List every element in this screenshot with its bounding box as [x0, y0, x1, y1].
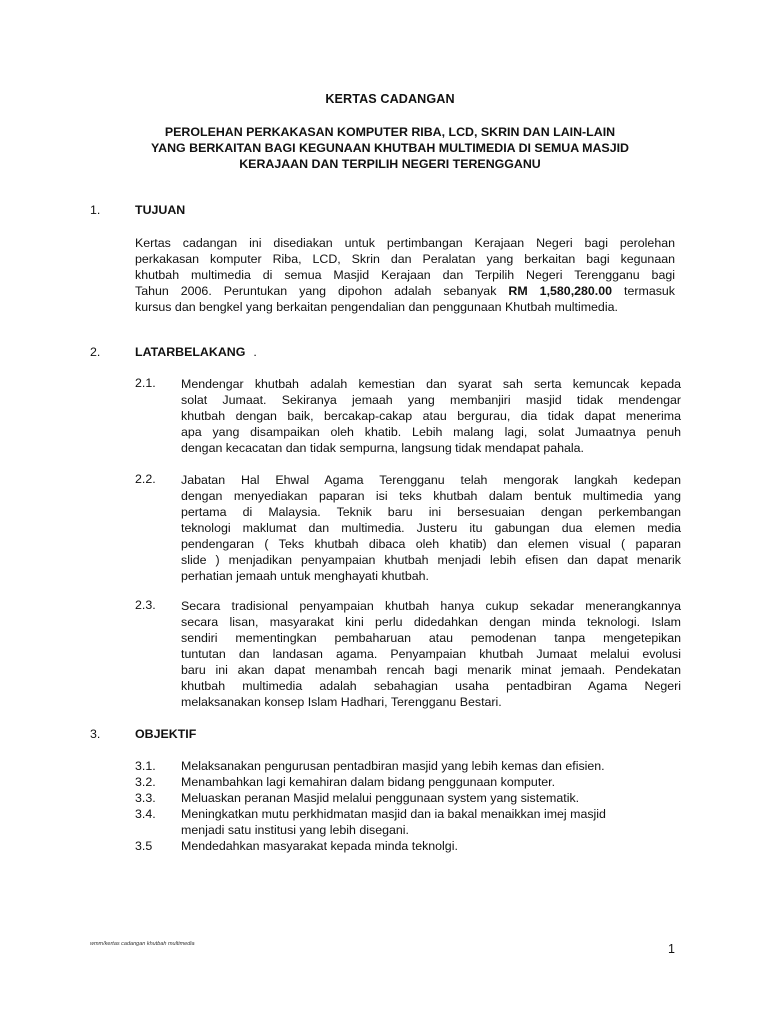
item-line: slide ) menjadikan penyampaian khutbah menjadi lebih efisen dan dapat menarik — [181, 553, 681, 567]
item-line: Meningkatkan mutu perkhidmatan masjid dan ia bakal menaikkan imej masjid — [181, 807, 606, 821]
item-line: tuntutan dan landasan agama. Penyampaian khutbah Jumaat melalui evolusi — [181, 647, 681, 661]
paragraph-line-text: Tahun 2006. Peruntukan yang dipohon adalah sebanyak — [135, 284, 509, 298]
footer-file-note: wmm/kertas cadangan khutbah multimedia — [90, 941, 195, 947]
item-text — [181, 598, 681, 710]
objective-item-3-1 — [135, 758, 680, 774]
section-number: 2. — [90, 345, 101, 359]
subtitle-line: KERAJAAN DAN TERPILIH NEGERI TERENGGANU — [239, 157, 541, 171]
section-heading-objektif: OBJEKTIF — [135, 727, 197, 741]
section-heading-tujuan: TUJUAN — [135, 203, 186, 217]
item-text: Meluaskan peranan Masjid melalui penggunaan system yang sistematik. — [181, 791, 580, 805]
section-tujuan-paragraph — [135, 235, 675, 315]
objective-item-3-5 — [135, 838, 680, 854]
page-number: 1 — [668, 942, 675, 956]
item-line: menjadi satu institusi yang lebih disegani. — [181, 823, 409, 837]
item-text — [181, 472, 681, 584]
section-number: 3. — [90, 727, 101, 741]
section-heading-latarbelakang — [135, 345, 257, 359]
item-line: perhatian jemaah untuk menghayati khutbah. — [181, 569, 429, 583]
item-line: sendiri mementingkan pembaharuan atau pemodenan tanpa mengetepikan — [181, 631, 681, 645]
subtitle-line: YANG BERKAITAN BAGI KEGUNAAN KHUTBAH MULTIMEDIA DI SEMUA MASJID — [151, 141, 629, 155]
item-text: Melaksanakan pengurusan pentadbiran masjid yang lebih kemas dan efisien. — [181, 759, 605, 773]
item-line: apa yang disampaikan oleh khatib. Lebih malang lagi, solat Jumaatnya penuh — [181, 425, 681, 439]
item-line: baru ini akan dapat menambah rencah bagi menarik minat jemaah. Pendekatan — [181, 663, 681, 677]
item-number: 3.4. — [135, 807, 156, 821]
paragraph-line: perkakasan komputer Riba, LCD, Skrin dan Peralatan yang berkaitan bagi kegunaan — [135, 252, 675, 266]
item-line: Mendengar khutbah adalah kemestian dan syarat sah serta kemuncak kepada — [181, 377, 681, 391]
item-number: 3.2. — [135, 775, 156, 789]
item-line: pertama di Malaysia. Teknik baru ini bersesuaian dengan perkembangan — [181, 505, 681, 519]
item-number: 2.1. — [135, 376, 156, 390]
item-text: Mendedahkan masyarakat kepada minda teknolgi. — [181, 839, 458, 853]
item-line: solat Jumaat. Sekiranya jemaah yang membanjiri masjid tidak mendengar — [181, 393, 681, 407]
section-heading-text: LATARBELAKANG — [135, 345, 246, 359]
item-number: 2.2. — [135, 472, 156, 486]
document-subtitle — [90, 124, 690, 172]
paragraph-line: Kertas cadangan ini disediakan untuk pertimbangan Kerajaan Negeri bagi perolehan — [135, 236, 675, 250]
item-number: 2.3. — [135, 598, 156, 612]
section-number: 1. — [90, 203, 101, 217]
paragraph-line: kursus dan bengkel yang berkaitan pengendalian dan penggunaan Khutbah multimedia. — [135, 300, 618, 314]
paragraph-line-text: termasuk — [612, 284, 675, 298]
item-line: melaksanakan konsep Islam Hadhari, Terengganu Bestari. — [181, 695, 502, 709]
objective-item-3-4 — [135, 806, 680, 838]
allocation-amount: RM 1,580,280.00 — [508, 284, 613, 298]
heading-period: . — [253, 345, 257, 359]
item-text: Menambahkan lagi kemahiran dalam bidang penggunaan komputer. — [181, 775, 556, 789]
paragraph-line: khutbah multimedia di semua Masjid Kerajaan dan Terpilih Negeri Terengganu bagi — [135, 268, 675, 282]
item-line: pendengaran ( Teks khutbah dibaca oleh khatib) dan elemen visual ( paparan — [181, 537, 681, 551]
item-line: dengan menyediakan paparan isi teks khutbah dalam bentuk multimedia yang — [181, 489, 681, 503]
item-line: khutbah multimedia adalah sebahagian usaha pentadbiran Agama Negeri — [181, 679, 681, 693]
item-line: Jabatan Hal Ehwal Agama Terengganu telah mengorak langkah kedepan — [181, 473, 681, 487]
paragraph-line — [135, 283, 675, 299]
item-number: 3.3. — [135, 791, 156, 805]
item-line: secara lisan, masyarakat kini perlu didedahkan dengan minda teknologi. Islam — [181, 615, 681, 629]
item-text — [181, 806, 681, 838]
item-line: dengan kecacatan dan tidak sempurna, langsung tidak mendapat pahala. — [181, 441, 584, 455]
item-line: teknologi maklumat dan multimedia. Justeru itu gabungan dua elemen media — [181, 521, 681, 535]
subtitle-line: PEROLEHAN PERKAKASAN KOMPUTER RIBA, LCD, SKRIN DAN LAIN-LAIN — [164, 125, 616, 139]
item-number: 3.5 — [135, 839, 153, 853]
objective-item-3-3 — [135, 790, 680, 806]
document-title: KERTAS CADANGAN — [325, 92, 455, 106]
item-line: Secara tradisional penyampaian khutbah hanya cukup sekadar menerangkannya — [181, 599, 681, 613]
objective-item-3-2 — [135, 774, 680, 790]
item-line: khutbah dengan baik, bercakap-cakap atau bergurau, dia tidak dapat menerima — [181, 409, 681, 423]
item-number: 3.1. — [135, 759, 156, 773]
item-text — [181, 376, 681, 456]
